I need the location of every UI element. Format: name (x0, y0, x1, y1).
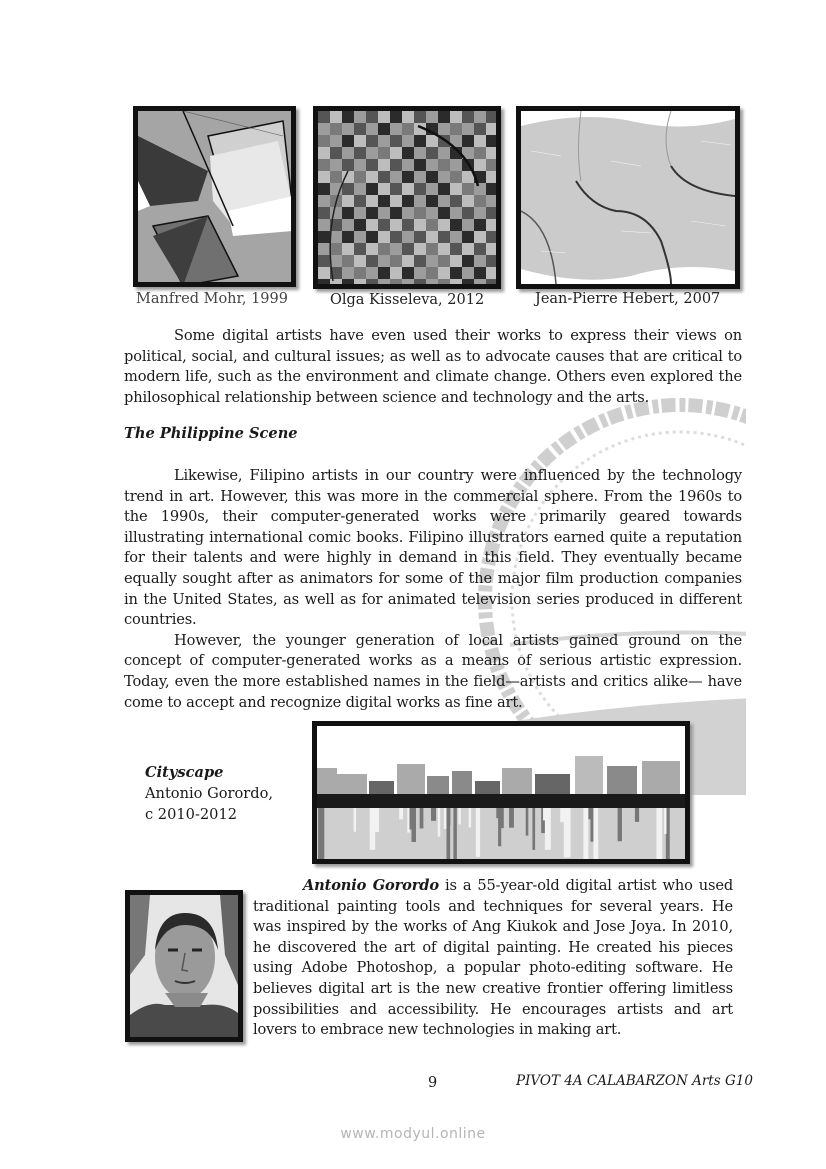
section-heading: The Philippine Scene (124, 425, 298, 442)
website-watermark: www.modyul.online (340, 1126, 486, 1142)
artwork-olga-kisseleva (313, 106, 501, 289)
cityscape-caption (145, 762, 273, 825)
philippine-paragraph-2: However, the younger generation of local artists gained ground on the concept of computer-generated works as a means of serious artistic expression. Today, even the more established names in the field—artists and critics alike— have come to accept and recognize digital works as fine art. (124, 631, 742, 711)
portrait-image (130, 895, 238, 1037)
cityscape-artist: Antonio Gorordo, (145, 785, 274, 802)
artwork-jean-pierre-hebert (516, 106, 740, 289)
intro-paragraph: Some digital artists have even used their works to express their views on political, social, and cultural issues; as well as to advocate causes that are critical to modern life, such as the environment and climate change. Others even explored the philosophical relationship between science and technology and the arts. (124, 327, 742, 406)
philippine-scene-text (124, 466, 742, 713)
mohr-geometric-image (138, 111, 291, 282)
caption-olga-kisseleva: Olga Kisseleva, 2012 (330, 292, 485, 308)
footer-title: PIVOT 4A CALABARZON Arts G10 (516, 1073, 753, 1089)
artwork-manfred-mohr (133, 106, 296, 287)
artwork-cityscape (312, 721, 690, 864)
cityscape-date: c 2010-2012 (145, 806, 238, 823)
philippine-paragraph-1: Likewise, Filipino artists in our country were influenced by the technology trend in art. However, this was more in the commercial sphere. From the 1960s to the 1990s, their computer-generated works were primarily geared towards illustrating international comic books. Filipino illustrators earned quite a reputation for their talents and were highly in demand in this field. They eventually became equally sought after as animators for some of the major film production companies in the United States, as well as for animated television series produced in different countries. (124, 467, 742, 629)
portrait-antonio-gorordo (125, 890, 243, 1042)
hebert-curves-image (521, 111, 735, 284)
bio-text: is a 55-year-old digital artist who used traditional painting tools and techniques for several years. He was inspired by the works of Ang Kiukok and Jose Joya. In 2010, he discovered the art of digital painting. He created his pieces using Adobe Photoshop, a popular photo-editing software. He believes digital art is the new creative frontier offering limitless possibilities and accessibility. He encourages artists and art lovers to embrace new technologies in making art. (253, 877, 734, 1039)
bio-artist-name: Antonio Gorordo (303, 877, 439, 894)
caption-manfred-mohr: Manfred Mohr, 1999 (136, 291, 288, 307)
kisseleva-checker-image (318, 111, 496, 284)
cityscape-title: Cityscape (145, 764, 224, 781)
page-number: 9 (428, 1075, 438, 1091)
cityscape-image (317, 726, 685, 859)
artist-bio (253, 876, 733, 1041)
caption-jean-pierre-hebert: Jean-Pierre Hebert, 2007 (535, 291, 721, 307)
